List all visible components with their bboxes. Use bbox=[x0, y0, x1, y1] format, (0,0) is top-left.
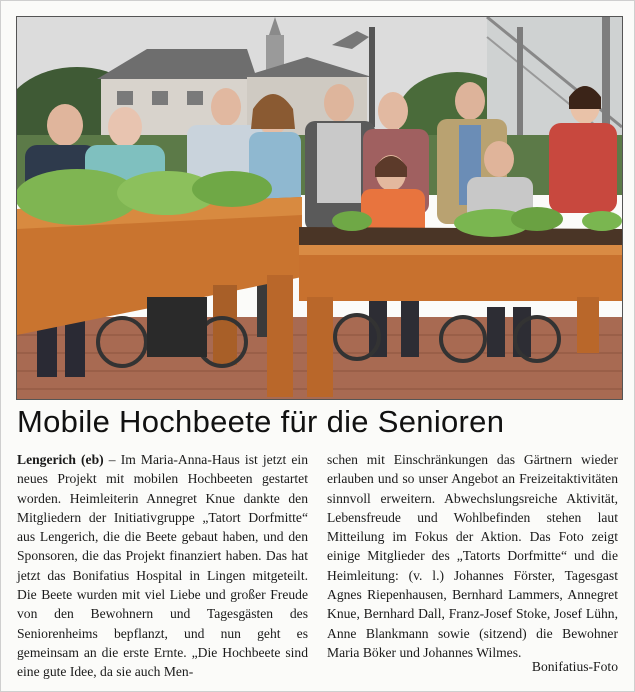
photo-credit: Bonifatius-Foto bbox=[531, 659, 618, 674]
article-column-left bbox=[17, 450, 308, 682]
article-body-right: schen mit Einschränkungen das Gärtnern wieder erlauben und so unser Angebot an Freizeitaktivitäten sinnvoll erweitern. Abwechslungsreiche Aktivität, Lebensfreude und Wohlbefinden stehen laut Mitteilung im Fokus der Aktion. Das Foto zeigt einige Mitglieder des „Tatorts Dorfmitte“ und die Heimleitung: (v. l.) Johannes Förster, Tagesgast Agnes Riepenhausen, Bernhard Lammers, Annegret Knue, Bernhard Dall, Franz-Josef Stoke, Josef Lühn, Anne Blankmann sowie (sitzend) die Bewohner Maria Böker und Johannes Wilmes. bbox=[327, 452, 618, 660]
article-dateline: Lengerich (eb) bbox=[17, 452, 104, 467]
article-column-right bbox=[327, 450, 618, 662]
article-headline: Mobile Hochbeete für die Senioren bbox=[17, 404, 505, 439]
article-photo bbox=[16, 16, 623, 400]
article-body-left: – Im Maria-Anna-Haus ist jetzt ein neues Projekt mit mobilen Hochbeeten gestartet worden. Heimleiterin Annegret Knue dankte den Mitgliedern der Initiativgruppe „Tatort Dorfmitte“ aus Lengerich, die die Beete gebaut haben, und den Sponsoren, die das Projekt finanziert haben. Das hat jetzt das Bonifatius Hospital in Lingen mitgeteilt. Die Beete wurden mit viel Liebe und großer Freude von den Bewohnern und Tagesgästen des Seniorenheims bepflanzt, und nun geht es gemeinsam an die erste Ernte. „Die Hochbeete sind eine gute Idee, da sie auch Men- bbox=[17, 452, 309, 680]
